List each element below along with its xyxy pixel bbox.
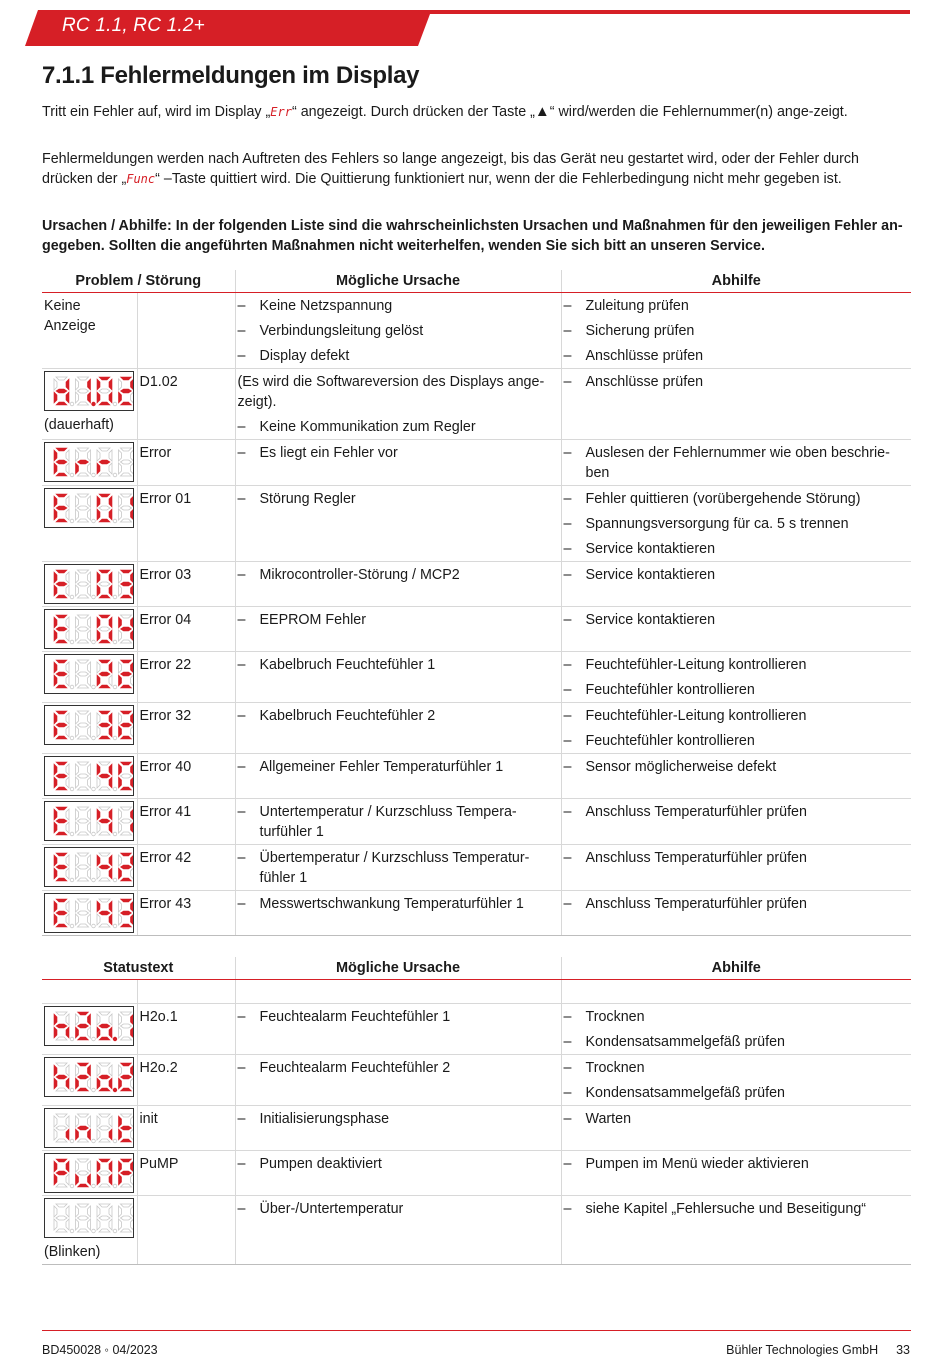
- bullet-dash: –: [237, 657, 246, 673]
- cause-item: [238, 443, 559, 463]
- remedy-item: [564, 1083, 910, 1103]
- remedy-item: [564, 1154, 910, 1174]
- bullet-dash: –: [237, 708, 246, 724]
- bullet-dash: –: [563, 323, 572, 339]
- remedy-item: [564, 514, 910, 534]
- cause-text: Keine Netzspannung: [259, 298, 393, 314]
- problem-label: Keine Anzeige: [44, 298, 96, 334]
- remedy-text: Service kontaktieren: [585, 612, 716, 628]
- remedy-text: Auslesen der Fehlernummer wie oben beschrie-ben: [585, 445, 890, 481]
- seven-segment-display: [44, 371, 134, 411]
- col-header-remedy: Abhilfe: [561, 270, 911, 293]
- bullet-dash: –: [237, 491, 246, 507]
- seven-segment-display: [44, 1108, 134, 1148]
- table-row: [42, 891, 911, 936]
- bullet-dash: –: [237, 612, 246, 628]
- remedy-text: Trocknen: [585, 1060, 645, 1076]
- bullet-dash: –: [563, 567, 572, 583]
- cause-item: [238, 1007, 559, 1027]
- cause-item: [238, 346, 559, 366]
- bullet-dash: –: [237, 804, 246, 820]
- bullet-dash: –: [563, 445, 572, 461]
- col-header-cause: Mögliche Ursache: [235, 957, 561, 980]
- section-title: 7.1.1 Fehlermeldungen im Display: [42, 62, 420, 89]
- table-row: [42, 703, 911, 754]
- cause-text: Messwertschwankung Temperaturfühler 1: [259, 896, 524, 912]
- cause-item: [238, 1058, 559, 1078]
- error-code: Error 41: [137, 799, 235, 845]
- bullet-dash: –: [563, 1085, 572, 1101]
- remedy-text: Anschluss Temperaturfühler prüfen: [585, 850, 807, 866]
- cause-text: Störung Regler: [259, 491, 356, 507]
- seven-segment-display: [44, 1198, 134, 1238]
- remedy-item: [564, 757, 910, 777]
- footer-rule: [42, 1330, 911, 1331]
- remedy-text: Anschlüsse prüfen: [585, 374, 704, 390]
- bullet-dash: –: [237, 323, 246, 339]
- remedy-item: [564, 848, 910, 868]
- bullet-dash: –: [563, 708, 572, 724]
- footer-doc-id: BD450028 ◦ 04/2023: [42, 1343, 158, 1357]
- cause-item: [238, 1109, 559, 1129]
- bullet-dash: –: [237, 419, 246, 435]
- error-code: Error 40: [137, 754, 235, 799]
- error-code: PuMP: [137, 1151, 235, 1196]
- cause-item: [238, 1199, 559, 1219]
- error-code: Error 22: [137, 652, 235, 703]
- col-header-problem: Problem / Störung: [42, 270, 235, 293]
- footer-company: Bühler Technologies GmbH: [726, 1343, 879, 1357]
- bullet-dash: –: [563, 298, 572, 314]
- remedy-item: [564, 1058, 910, 1078]
- col-header-remedy: Abhilfe: [561, 957, 911, 980]
- remedy-text: Spannungsversorgung für ca. 5 s trennen: [585, 516, 849, 532]
- remedy-text: siehe Kapitel „Fehlersuche und Beseitigung“: [585, 1201, 867, 1217]
- cause-text: Feuchtealarm Feuchtefühler 2: [259, 1060, 451, 1076]
- bullet-dash: –: [563, 896, 572, 912]
- seven-segment-display: [44, 654, 134, 694]
- bullet-dash: –: [237, 896, 246, 912]
- remedy-item: [564, 1007, 910, 1027]
- cause-item: [238, 565, 559, 585]
- seven-segment-display: [44, 1006, 134, 1046]
- cause-item: [238, 757, 559, 777]
- remedy-text: Anschluss Temperaturfühler prüfen: [585, 804, 807, 820]
- error-code: init: [137, 1106, 235, 1151]
- remedy-text: Sensor möglicherweise defekt: [585, 759, 777, 775]
- bullet-dash: –: [563, 1009, 572, 1025]
- cause-text: Es liegt ein Fehler vor: [259, 445, 398, 461]
- remedy-item: [564, 565, 910, 585]
- cause-text: Pumpen deaktiviert: [259, 1156, 382, 1172]
- bullet-dash: –: [237, 1060, 246, 1076]
- remedy-text: Anschlüsse prüfen: [585, 348, 704, 364]
- col-header-cause: Mögliche Ursache: [235, 270, 561, 293]
- table-row: [42, 1004, 911, 1055]
- cause-text: Kabelbruch Feuchtefühler 2: [259, 708, 436, 724]
- cause-text: Feuchtealarm Feuchtefühler 1: [259, 1009, 451, 1025]
- seven-segment-display: [44, 564, 134, 604]
- table-row: [42, 845, 911, 891]
- seven-segment-display: [44, 705, 134, 745]
- bullet-dash: –: [237, 298, 246, 314]
- remedy-item: [564, 894, 910, 914]
- error-code: Error 42: [137, 845, 235, 891]
- remedy-text: Feuchtefühler-Leitung kontrollieren: [585, 657, 807, 673]
- cause-text: Übertemperatur / Kurzschluss Temperatur-fühler 1: [259, 850, 530, 886]
- bullet-dash: –: [563, 1111, 572, 1127]
- cause-item: [238, 610, 559, 630]
- bullet-dash: –: [563, 612, 572, 628]
- remedy-item: [564, 731, 910, 751]
- error-code: Error: [137, 440, 235, 486]
- cause-text: Allgemeiner Fehler Temperaturfühler 1: [259, 759, 504, 775]
- bullet-dash: –: [563, 1201, 572, 1217]
- remedy-text: Service kontaktieren: [585, 541, 716, 557]
- cause-text: Display defekt: [259, 348, 350, 364]
- cause-text: Untertemperatur / Kurzschluss Tempera-turfühler 1: [259, 804, 517, 840]
- seven-segment-display: [44, 1153, 134, 1193]
- remedy-item: [564, 802, 910, 822]
- intro-paragraph-1: Tritt ein Fehler auf, wird im Display „Err“ angezeigt. Durch drücken der Taste „▲“ wird/werden die Fehlernummer(n) ange-zeigt.: [42, 103, 848, 120]
- error-code: D1.02: [137, 369, 235, 440]
- bullet-dash: –: [563, 541, 572, 557]
- table-row: [42, 607, 911, 652]
- cause-item: [238, 489, 559, 509]
- bullet-dash: –: [237, 445, 246, 461]
- remedy-item: [564, 680, 910, 700]
- bullet-dash: –: [563, 682, 572, 698]
- cause-text: Keine Kommunikation zum Regler: [259, 419, 476, 435]
- cause-item: [238, 706, 559, 726]
- cause-item: [238, 894, 559, 914]
- seven-segment-display: [44, 1057, 134, 1097]
- display-note: (dauerhaft): [44, 417, 114, 433]
- table-row: [42, 440, 911, 486]
- remedy-text: Kondensatsammelgefäß prüfen: [585, 1085, 785, 1101]
- bullet-dash: –: [563, 491, 572, 507]
- bullet-dash: –: [563, 657, 572, 673]
- remedy-text: Service kontaktieren: [585, 567, 716, 583]
- intro-paragraph-2: Fehlermeldungen werden nach Auftreten des Fehlers so lange angezeigt, bis das Gerät neu gestartet wird, oder der Fehler durch drücken der „Func“ –Taste quittiert wird. Die Quittierung funktioniert nur, wenn der die Fehlerbedingung nicht mehr gegeben ist.: [42, 151, 859, 187]
- remedy-text: Trocknen: [585, 1009, 645, 1025]
- bullet-dash: –: [237, 1009, 246, 1025]
- remedy-text: Fehler quittieren (vorübergehende Störung): [585, 491, 861, 507]
- bullet-dash: –: [237, 1201, 246, 1217]
- err-inline-code: Err: [270, 105, 292, 119]
- error-table: [42, 270, 911, 936]
- cause-text: Kabelbruch Feuchtefühler 1: [259, 657, 436, 673]
- remedy-item: [564, 1109, 910, 1129]
- cause-item: [238, 417, 559, 437]
- table-row: [42, 486, 911, 562]
- cause-note: (Es wird die Softwareversion des Displays ange-zeigt).: [237, 374, 545, 410]
- error-code: Error 32: [137, 703, 235, 754]
- bullet-dash: –: [563, 733, 572, 749]
- error-code: Error 04: [137, 607, 235, 652]
- remedy-item: [564, 346, 910, 366]
- cause-text: Über-/Untertemperatur: [259, 1201, 404, 1217]
- col-header-status: Statustext: [42, 957, 235, 980]
- bullet-dash: –: [563, 850, 572, 866]
- table-row: [42, 369, 911, 440]
- cause-item: [238, 848, 559, 888]
- remedy-text: Feuchtefühler kontrollieren: [585, 682, 755, 698]
- remedy-item: [564, 489, 910, 509]
- error-code: [137, 293, 235, 369]
- bullet-dash: –: [563, 516, 572, 532]
- header-title: RC 1.1, RC 1.2+: [62, 15, 205, 36]
- table-row: [42, 1106, 911, 1151]
- cause-item: [238, 802, 559, 842]
- table-row: [42, 293, 911, 369]
- cause-item: [238, 1154, 559, 1174]
- bullet-dash: –: [563, 374, 572, 390]
- remedy-item: [564, 443, 910, 483]
- page-number: 33: [896, 1343, 910, 1357]
- bullet-dash: –: [563, 1034, 572, 1050]
- table-row: [42, 1196, 911, 1265]
- cause-item: [238, 321, 559, 341]
- cause-item: [238, 655, 559, 675]
- error-code: H2o.1: [137, 1004, 235, 1055]
- remedy-text: Zuleitung prüfen: [585, 298, 689, 314]
- table-row: [42, 799, 911, 845]
- bullet-dash: –: [563, 1156, 572, 1172]
- bullet-dash: –: [237, 1156, 246, 1172]
- bullet-dash: –: [563, 804, 572, 820]
- remedy-item: [564, 655, 910, 675]
- seven-segment-display: [44, 847, 134, 887]
- func-inline-code: Func: [126, 172, 156, 186]
- cause-text: EEPROM Fehler: [259, 612, 366, 628]
- error-code: Error 03: [137, 562, 235, 607]
- table-row: [42, 652, 911, 703]
- seven-segment-display: [44, 801, 134, 841]
- status-table: [42, 957, 911, 1265]
- seven-segment-display: [44, 442, 134, 482]
- up-arrow-key-icon: ▲: [534, 103, 550, 120]
- remedy-item: [564, 539, 910, 559]
- table-row: [42, 1055, 911, 1106]
- cause-text: Verbindungsleitung gelöst: [259, 323, 424, 339]
- table-row: [42, 754, 911, 799]
- remedy-text: Feuchtefühler-Leitung kontrollieren: [585, 708, 807, 724]
- seven-segment-display: [44, 756, 134, 796]
- display-note: (Blinken): [44, 1244, 101, 1260]
- remedy-text: Sicherung prüfen: [585, 323, 695, 339]
- remedy-item: [564, 610, 910, 630]
- bullet-dash: –: [237, 759, 246, 775]
- remedy-text: Kondensatsammelgefäß prüfen: [585, 1034, 785, 1050]
- error-code: H2o.2: [137, 1055, 235, 1106]
- bullet-dash: –: [237, 567, 246, 583]
- remedy-item: [564, 321, 910, 341]
- error-code: Error 43: [137, 891, 235, 936]
- remedy-text: Pumpen im Menü wieder aktivieren: [585, 1156, 809, 1172]
- table-row: [42, 562, 911, 607]
- bullet-dash: –: [563, 759, 572, 775]
- remedy-item: [564, 1199, 910, 1219]
- table-row: [42, 1151, 911, 1196]
- remedy-text: Feuchtefühler kontrollieren: [585, 733, 755, 749]
- error-code: [137, 1196, 235, 1265]
- intro-paragraph-3: Ursachen / Abhilfe: In der folgenden Liste sind die wahrscheinlichsten Ursachen und Maßnahmen für den jeweiligen Fehler an-gegeben. Sollten die angeführten Maßnahmen nicht weiterhelfen, wenden Sie sich bitt an unseren Service.: [42, 218, 903, 254]
- seven-segment-display: [44, 893, 134, 933]
- cause-text: Mikrocontroller-Störung / MCP2: [259, 567, 460, 583]
- bullet-dash: –: [563, 348, 572, 364]
- remedy-text: Anschluss Temperaturfühler prüfen: [585, 896, 807, 912]
- bullet-dash: –: [237, 1111, 246, 1127]
- remedy-item: [564, 706, 910, 726]
- error-code: Error 01: [137, 486, 235, 562]
- cause-item: [238, 296, 559, 316]
- seven-segment-display: [44, 609, 134, 649]
- footer-right: [708, 1343, 910, 1357]
- remedy-item: [564, 296, 910, 316]
- remedy-item: [564, 372, 910, 392]
- bullet-dash: –: [237, 850, 246, 866]
- seven-segment-display: [44, 488, 134, 528]
- cause-text: Initialisierungsphase: [259, 1111, 390, 1127]
- bullet-dash: –: [237, 348, 246, 364]
- bullet-dash: –: [563, 1060, 572, 1076]
- remedy-text: Warten: [585, 1111, 632, 1127]
- remedy-item: [564, 1032, 910, 1052]
